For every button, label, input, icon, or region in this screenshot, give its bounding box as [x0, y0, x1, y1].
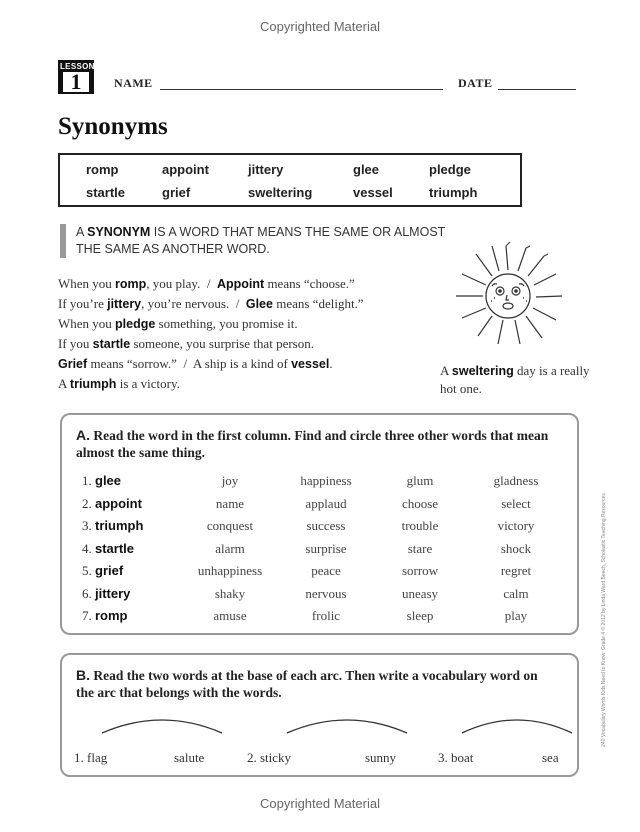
example-line: Grief means “sorrow.” / A ship is a kind of vessel. [58, 356, 333, 371]
choice-word[interactable]: surprise [305, 540, 347, 556]
lesson-word: LESSON [60, 62, 95, 71]
exercise-row-label: 1. glee [82, 473, 122, 488]
lesson-badge [58, 60, 94, 94]
arc-lines [62, 655, 581, 779]
section-letter: A. [76, 427, 90, 443]
choice-word[interactable]: trouble [401, 518, 439, 533]
choice-word[interactable]: shaky [214, 585, 246, 601]
exercise-row-label: 3. triumph [82, 518, 144, 533]
word-bank-item: glee [353, 162, 380, 177]
choice-word[interactable]: unhappiness [197, 563, 263, 578]
example-line: When you romp, you play. / Appoint means “choose.” [58, 276, 355, 291]
definition-text: IS A WORD THAT MEANS THE SAME OR ALMOST THE SAME AS ANOTHER WORD. [76, 225, 446, 256]
section-letter: B. [76, 667, 90, 683]
choice-word[interactable]: choose [401, 495, 439, 511]
arc-2[interactable] [287, 720, 407, 733]
choice-word[interactable]: victory [497, 518, 535, 533]
arc-right-word: sunny [365, 750, 397, 765]
choice-word[interactable]: joy [221, 473, 239, 488]
page-title: Synonyms [58, 113, 168, 140]
choice-word[interactable]: regret [500, 563, 532, 578]
arc-right-word: sea [542, 750, 559, 765]
choice-word[interactable]: gladness [493, 473, 539, 488]
example-line: If you’re jittery, you’re nervous. / Glee means “delight.” [58, 296, 364, 311]
word-bank-item: pledge [429, 162, 471, 177]
word-bank-item: appoint [162, 162, 209, 177]
arc-1[interactable] [102, 720, 222, 733]
exercise-b-panel [60, 653, 579, 777]
choice-word[interactable]: success [306, 518, 346, 533]
choice-word[interactable]: calm [503, 585, 529, 601]
arc-left-word: 1. flag [74, 750, 108, 765]
word-bank-item: romp [86, 162, 119, 177]
exercise-a-instructions [76, 427, 556, 461]
exercise-row-label: 4. startle [82, 540, 135, 556]
arc-left-word: 2. sticky [247, 750, 292, 765]
word-bank-item: startle [86, 185, 126, 200]
choice-word[interactable]: shock [500, 540, 532, 556]
choice-word[interactable]: happiness [300, 473, 352, 488]
example-line: A triumph is a victory. [58, 376, 180, 391]
choice-word[interactable]: glum [406, 473, 434, 488]
exercise-row-label: 7. romp [82, 608, 128, 623]
word-bank-item: triumph [429, 185, 478, 200]
date-label: DATE [458, 76, 493, 90]
choice-word[interactable]: peace [311, 563, 341, 578]
name-field[interactable] [160, 89, 443, 90]
choice-word[interactable]: name [215, 495, 245, 511]
exercise-a-panel [60, 413, 579, 635]
arc-left-word: 3. boat [438, 750, 474, 765]
word-bank-item: grief [162, 185, 191, 200]
exercise-row-label: 5. grief [82, 563, 124, 578]
word-bank-item: jittery [248, 162, 284, 177]
side-credit [597, 460, 611, 780]
choice-word[interactable]: sorrow [401, 563, 439, 578]
example-line: When you pledge something, you promise it. [58, 316, 298, 331]
lesson-number: 1 [63, 72, 89, 92]
date-field[interactable] [498, 89, 576, 90]
choice-word[interactable]: alarm [215, 540, 245, 556]
choice-word[interactable]: nervous [305, 585, 347, 601]
sun-caption: A sweltering day is a really hot one. [440, 363, 590, 396]
example-line: If you startle someone, you surprise that person. [58, 336, 314, 351]
instructions-text: Read the two words at the base of each arc. Then write a vocabulary word on the arc that belongs with the words. [76, 668, 538, 700]
synonym-definition [60, 224, 450, 258]
choice-word[interactable]: applaud [305, 495, 347, 511]
choice-word[interactable]: select [501, 495, 531, 511]
name-label: NAME [114, 76, 153, 90]
definition-text: A [76, 225, 88, 239]
choice-word[interactable]: conquest [206, 518, 254, 533]
choice-word[interactable]: amuse [213, 608, 247, 623]
definition-term: SYNONYM [87, 225, 151, 239]
sun-illustration [448, 240, 572, 352]
copyright-footer: Copyrighted Material [260, 796, 380, 811]
choice-word[interactable]: play [504, 608, 528, 623]
choice-word[interactable]: frolic [311, 608, 341, 623]
arc-3[interactable] [462, 720, 572, 733]
exercise-row-label: 2. appoint [82, 495, 142, 511]
word-bank-item: sweltering [248, 185, 313, 200]
copyright-header: Copyrighted Material [260, 19, 380, 34]
exercise-row-label: 6. jittery [82, 585, 131, 601]
side-credit-text: 240 Vocabulary Words Kids Need to Know: Grade 4 © 2012 by Linda Ward Beech, Scholastic Teaching Resources [601, 493, 607, 747]
word-bank-item: vessel [353, 185, 393, 200]
choice-word[interactable]: stare [407, 540, 433, 556]
word-bank [58, 153, 522, 207]
choice-word[interactable]: uneasy [401, 585, 439, 601]
choice-word[interactable]: sleep [406, 608, 434, 623]
arc-right-word: salute [174, 750, 205, 765]
instructions-text: Read the word in the first column. Find and circle three other words that mean almost the same thing. [76, 428, 549, 460]
